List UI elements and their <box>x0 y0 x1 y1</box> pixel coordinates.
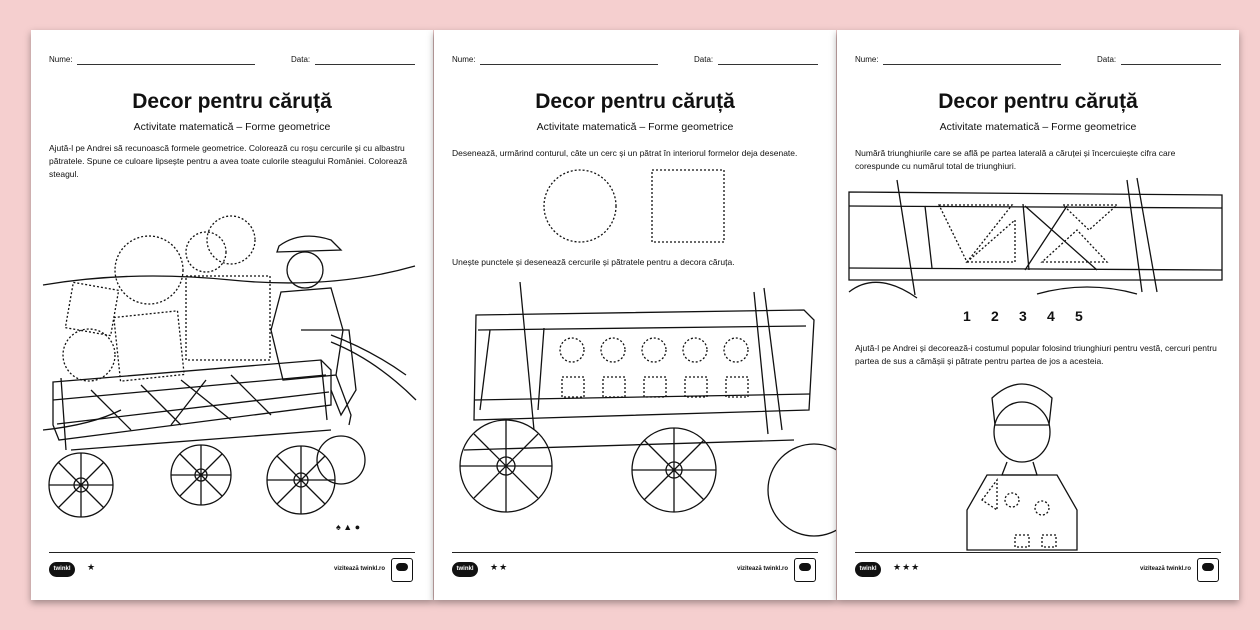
page-title: Decor pentru căruță <box>535 90 735 113</box>
footer-rule <box>49 552 415 553</box>
site-link: vizitează twinkl.ro <box>1139 566 1191 572</box>
number-option[interactable]: 4 <box>1047 308 1055 324</box>
twinkl-logo: twinkl <box>49 562 75 577</box>
site-link: vizitează twinkl.ro <box>736 566 788 572</box>
date-label: Data: <box>291 55 311 64</box>
badge-icon <box>1197 558 1219 582</box>
instruction-text: Desenează, urmărind conturul, câte un cerc și un pătrat în interiorul formelor deja desenate. <box>452 148 798 158</box>
number-option[interactable]: 1 <box>963 308 971 324</box>
number-option[interactable]: 3 <box>1019 308 1027 324</box>
name-label: Nume: <box>855 55 879 64</box>
footer-rule <box>452 552 818 553</box>
instruction-text-2: Ajută-l pe Andrei și decorează-i costumul popular folosind triunghiuri pentru vestă, cercuri pentru partea de sus a cămășii și pătrate pentru partea de jos a acesteia. <box>855 343 1217 366</box>
page-subtitle: Activitate matematică – Forme geometrice <box>939 121 1137 133</box>
difficulty-stars: ★★★ <box>893 562 921 572</box>
worksheet-1 <box>31 30 433 600</box>
cart-decoration-illustration <box>434 30 836 600</box>
number-option[interactable]: 5 <box>1075 308 1083 324</box>
site-link: vizitează twinkl.ro <box>333 566 385 572</box>
instruction-text: Ajută-l pe Andrei să recunoască formele geometrice. Colorează cu roșu cercurile și cu albastru pătratele. Spune ce culoare lipsește pentru a avea toate culorile steagului României. Colorează steagul. <box>49 143 408 179</box>
difficulty-stars: ★★ <box>490 562 509 572</box>
footer-rule <box>855 552 1221 553</box>
page-subtitle: Activitate matematică – Forme geometrice <box>133 121 331 133</box>
date-label: Data: <box>694 55 714 64</box>
footer <box>49 560 415 580</box>
page-title: Decor pentru căruță <box>132 90 332 113</box>
badge-icon <box>794 558 816 582</box>
footer <box>855 560 1221 580</box>
cart-with-boy-illustration <box>31 30 433 600</box>
page-title: Decor pentru căruță <box>938 90 1138 113</box>
worksheet-2 <box>434 30 836 600</box>
number-option[interactable]: 2 <box>991 308 999 324</box>
number-choices <box>963 308 1123 324</box>
instruction-text-2: Unește punctele și desenează cercurile și pătratele pentru a decora căruța. <box>452 257 735 267</box>
worksheet-3 <box>837 30 1239 600</box>
badge-icon <box>391 558 413 582</box>
name-label: Nume: <box>49 55 73 64</box>
name-label: Nume: <box>452 55 476 64</box>
instruction-text: Numără triunghiurile care se află pe partea laterală a căruței și încercuiește cifra care corespunde cu numărul total de triunghiuri. <box>855 148 1176 171</box>
twinkl-logo: twinkl <box>452 562 478 577</box>
footer <box>452 560 818 580</box>
date-label: Data: <box>1097 55 1117 64</box>
decor-marks: ♠ ▲ ● <box>336 522 361 532</box>
twinkl-logo: twinkl <box>855 562 881 577</box>
page-subtitle: Activitate matematică – Forme geometrice <box>536 121 734 133</box>
difficulty-stars: ★ <box>87 562 97 572</box>
